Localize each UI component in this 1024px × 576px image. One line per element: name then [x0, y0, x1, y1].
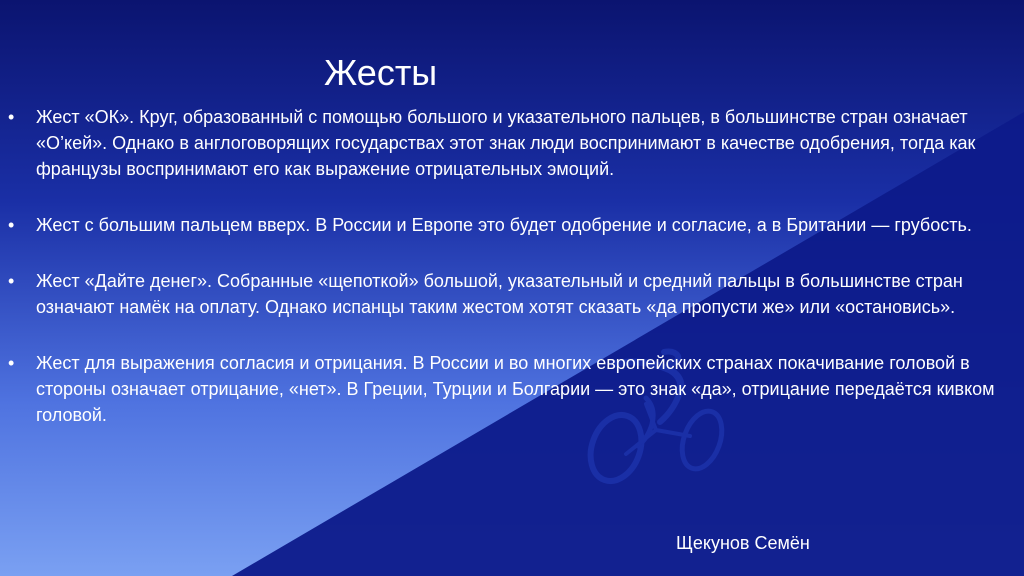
- slide-title: Жесты: [324, 52, 438, 93]
- list-item: [8, 350, 1008, 428]
- list-item: [8, 104, 1008, 182]
- bullet-marker: •: [8, 353, 15, 373]
- list-item: [8, 268, 1008, 320]
- bullet-list: [8, 104, 1008, 428]
- bullet-text: Жест «ОК». Круг, образованный с помощью большого и указательного пальцев, в большинстве стран означает «О’кей». Однако в англоговорящих государствах этот знак люди воспринимают в качестве одобрения, тогда как французы воспринимают его как выражение отрицательных эмоций.: [36, 107, 976, 179]
- bullet-text: Жест «Дайте денег». Собранные «щепоткой» большой, указательный и средний пальцы в большинстве стран означают намёк на оплату. Однако испанцы таким жестом хотят сказать «да пропусти же» или «остановись».: [36, 271, 963, 317]
- bullet-marker: •: [8, 107, 15, 127]
- bullet-marker: •: [8, 215, 15, 235]
- bullet-text: Жест для выражения согласия и отрицания. В России и во многих европейских странах покачивание головой в стороны означает отрицание, «нет». В Греции, Турции и Болгарии — это знак «да», отрицание передаётся кивком головой.: [36, 353, 995, 425]
- list-item: [8, 212, 1008, 238]
- author-name: Щекунов Семён: [676, 533, 810, 553]
- bullet-marker: •: [8, 271, 15, 291]
- bullet-text: Жест с большим пальцем вверх. В России и Европе это будет одобрение и согласие, а в Британии — грубость.: [36, 215, 972, 235]
